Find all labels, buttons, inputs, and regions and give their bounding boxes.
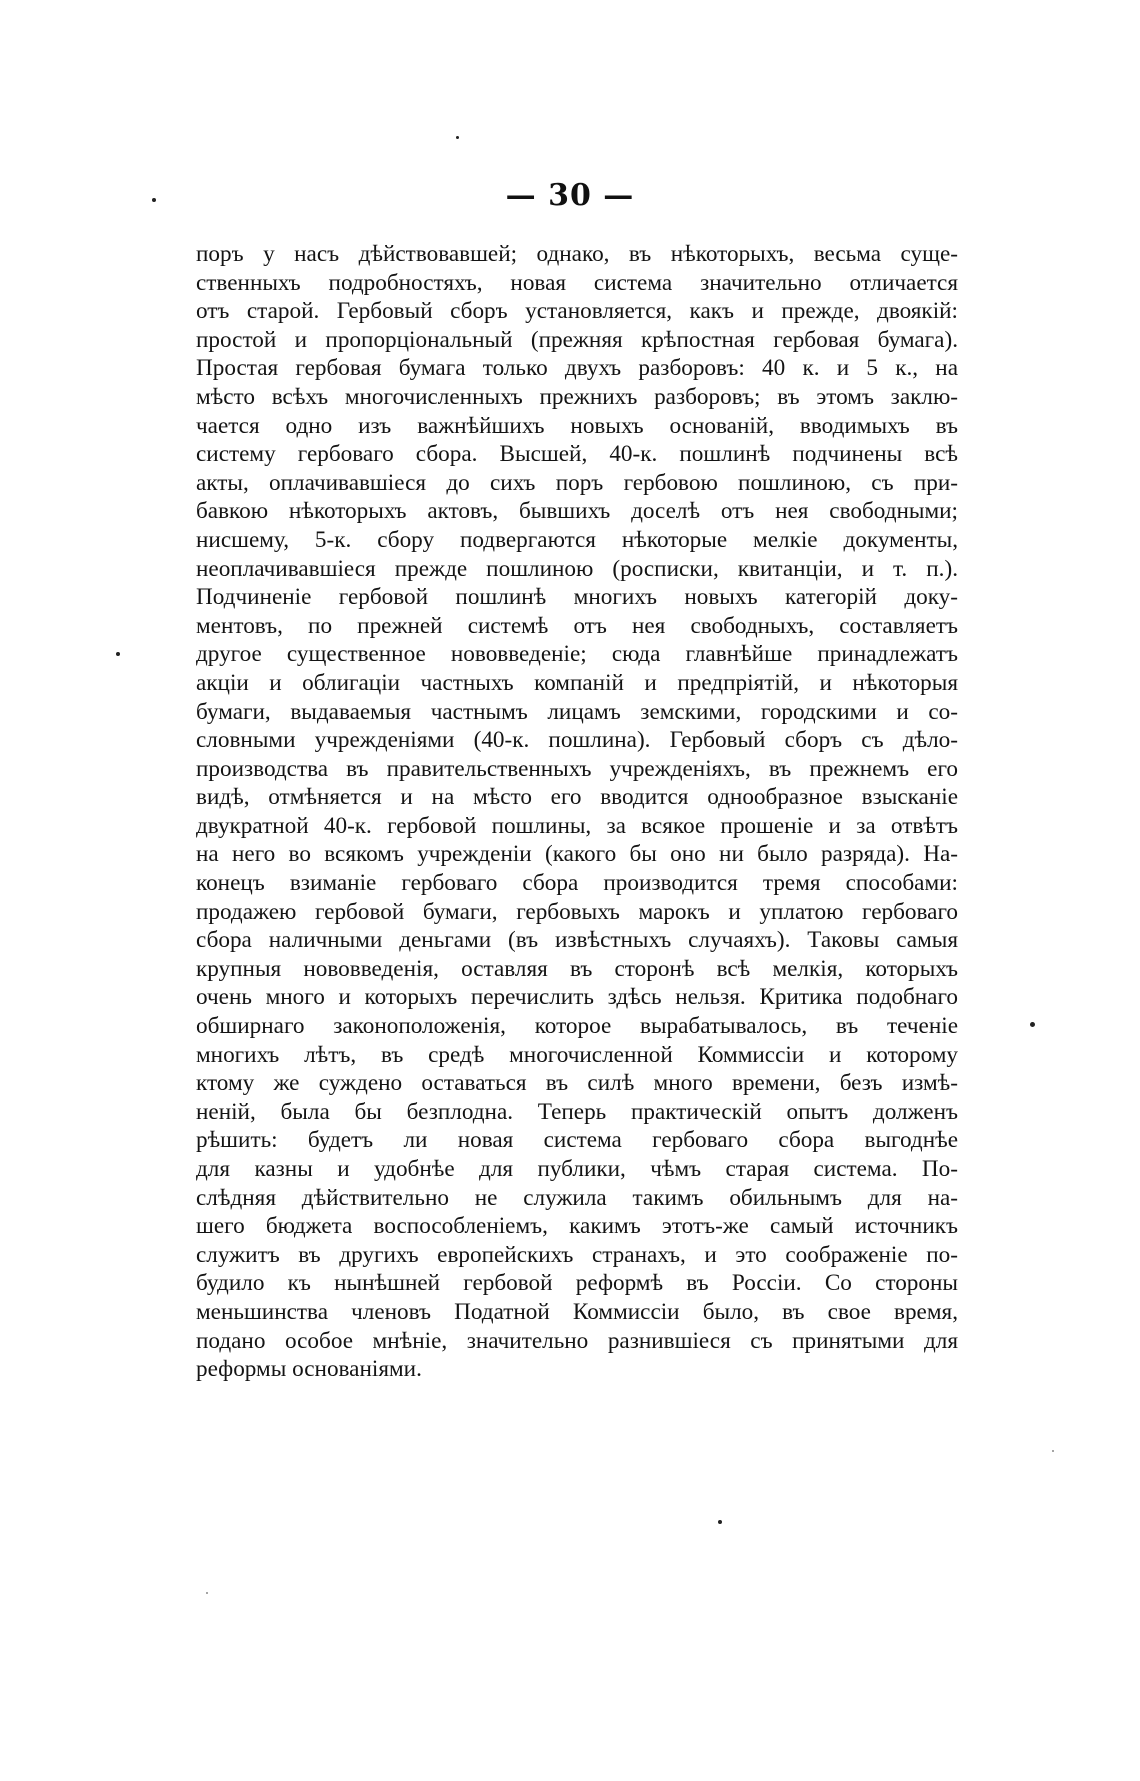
- text-line: неоплачивавшіеся прежде пошлиною (росписки, квитанціи, и т. п.).: [196, 555, 958, 582]
- text-line: реформы основаніями.: [196, 1356, 422, 1383]
- text-line: будило къ нынѣшней гербовой реформѣ въ Россіи. Со стороны: [196, 1270, 958, 1297]
- text-line: производства въ правительственныхъ учрежденіяхъ, въ прежнемъ его: [196, 755, 958, 782]
- text-line: чается одно изъ важнѣйшихъ новыхъ основаній, вводимыхъ въ: [196, 412, 958, 439]
- text-line: подано особое мнѣніе, значительно разнившіеся съ принятыми для: [196, 1327, 958, 1354]
- text-line: на него во всякомъ учрежденіи (какого бы оно ни было разряда). На-: [196, 841, 958, 868]
- scan-speck: [116, 652, 120, 656]
- scan-speck: [152, 198, 156, 202]
- text-line: ментовъ, по прежней системѣ отъ нея свободныхъ, составляетъ: [196, 612, 958, 639]
- text-line: акціи и облигаціи частныхъ компаній и предпріятій, и нѣкоторыя: [196, 669, 958, 696]
- text-line: ктому же суждено оставаться въ силѣ много времени, безъ измѣ-: [196, 1070, 958, 1097]
- text-line: меньшинства членовъ Податной Коммиссіи было, въ свое время,: [196, 1298, 958, 1325]
- text-line: отъ старой. Гербовый сборъ установляется, какъ и прежде, двоякій:: [196, 298, 958, 325]
- text-line: Подчиненіе гербовой пошлинѣ многихъ новыхъ категорій доку-: [196, 584, 958, 611]
- body-text: [196, 240, 958, 1384]
- text-line: продажею гербовой бумаги, гербовыхъ марокъ и уплатою гербоваго: [196, 898, 958, 925]
- text-line: мѣсто всѣхъ многочисленныхъ прежнихъ разборовъ; въ этомъ заклю-: [196, 383, 958, 410]
- text-line: поръ у насъ дѣйствовавшей; однако, въ нѣкоторыхъ, весьма суще-: [196, 241, 958, 267]
- text-line: рѣшить: будетъ ли новая система гербоваго сбора выгоднѣе: [196, 1127, 958, 1154]
- text-line: видѣ, отмѣняется и на мѣсто его вводится однообразное взысканіе: [196, 784, 958, 811]
- text-line: крупныя нововведенія, оставляя въ сторонѣ всѣ мелкія, которыхъ: [196, 955, 958, 982]
- scan-speck: [718, 1520, 722, 1524]
- text-line: слѣдняя дѣйствительно не служила такимъ обильнымъ для на-: [196, 1184, 958, 1211]
- text-line: нисшему, 5-к. сбору подвергаются нѣкоторые мелкіе документы,: [196, 526, 958, 553]
- scan-speck: [1052, 1450, 1054, 1452]
- text-line: бумаги, выдаваемыя частнымъ лицамъ земскими, городскими и со-: [196, 698, 958, 725]
- text-line: неній, была бы безплодна. Теперь практическій опытъ долженъ: [196, 1098, 958, 1125]
- text-line: обширнаго законоположенія, которое вырабатывалось, въ теченіе: [196, 1013, 958, 1040]
- scan-speck: [456, 136, 459, 139]
- text-line: служитъ въ другихъ европейскихъ странахъ, и это соображеніе по-: [196, 1241, 958, 1268]
- text-line: для казны и удобнѣе для публики, чѣмъ старая система. По-: [196, 1156, 958, 1182]
- text-line: сбора наличными деньгами (въ извѣстныхъ случаяхъ). Таковы самыя: [196, 927, 958, 954]
- text-line: конецъ взиманіе гербоваго сбора производится тремя способами:: [196, 870, 958, 897]
- text-line: систему гербоваго сбора. Высшей, 40-к. пошлинѣ подчинены всѣ: [196, 441, 958, 468]
- scan-speck: [1030, 1022, 1035, 1027]
- text-line: акты, оплачивавшіеся до сихъ поръ гербовою пошлиною, съ при-: [196, 469, 958, 496]
- text-line: двукратной 40-к. гербовой пошлины, за всякое прошеніе и за отвѣтъ: [196, 812, 958, 839]
- text-line: простой и пропорціональный (прежняя крѣпостная гербовая бумага).: [196, 326, 958, 353]
- text-line: словными учрежденіями (40-к. пошлина). Гербовый сборъ съ дѣло-: [196, 727, 958, 754]
- text-line: очень много и которыхъ перечислить здѣсь нельзя. Критика подобнаго: [196, 984, 958, 1011]
- text-line: шего бюджета воспособленіемъ, какимъ этотъ-же самый источникъ: [196, 1213, 958, 1240]
- text-line: ственныхъ подробностяхъ, новая система значительно отличается: [196, 269, 958, 296]
- page-number: — 30 —: [505, 178, 635, 213]
- text-line: многихъ лѣтъ, въ средѣ многочисленной Коммиссіи и которому: [196, 1041, 958, 1068]
- text-line: бавкою нѣкоторыхъ актовъ, бывшихъ доселѣ отъ нея свободными;: [196, 498, 958, 525]
- scan-speck: [206, 1592, 208, 1594]
- text-line: другое существенное нововведеніе; сюда главнѣйше принадлежатъ: [196, 641, 958, 668]
- text-line: Простая гербовая бумага только двухъ разборовъ: 40 к. и 5 к., на: [196, 355, 958, 382]
